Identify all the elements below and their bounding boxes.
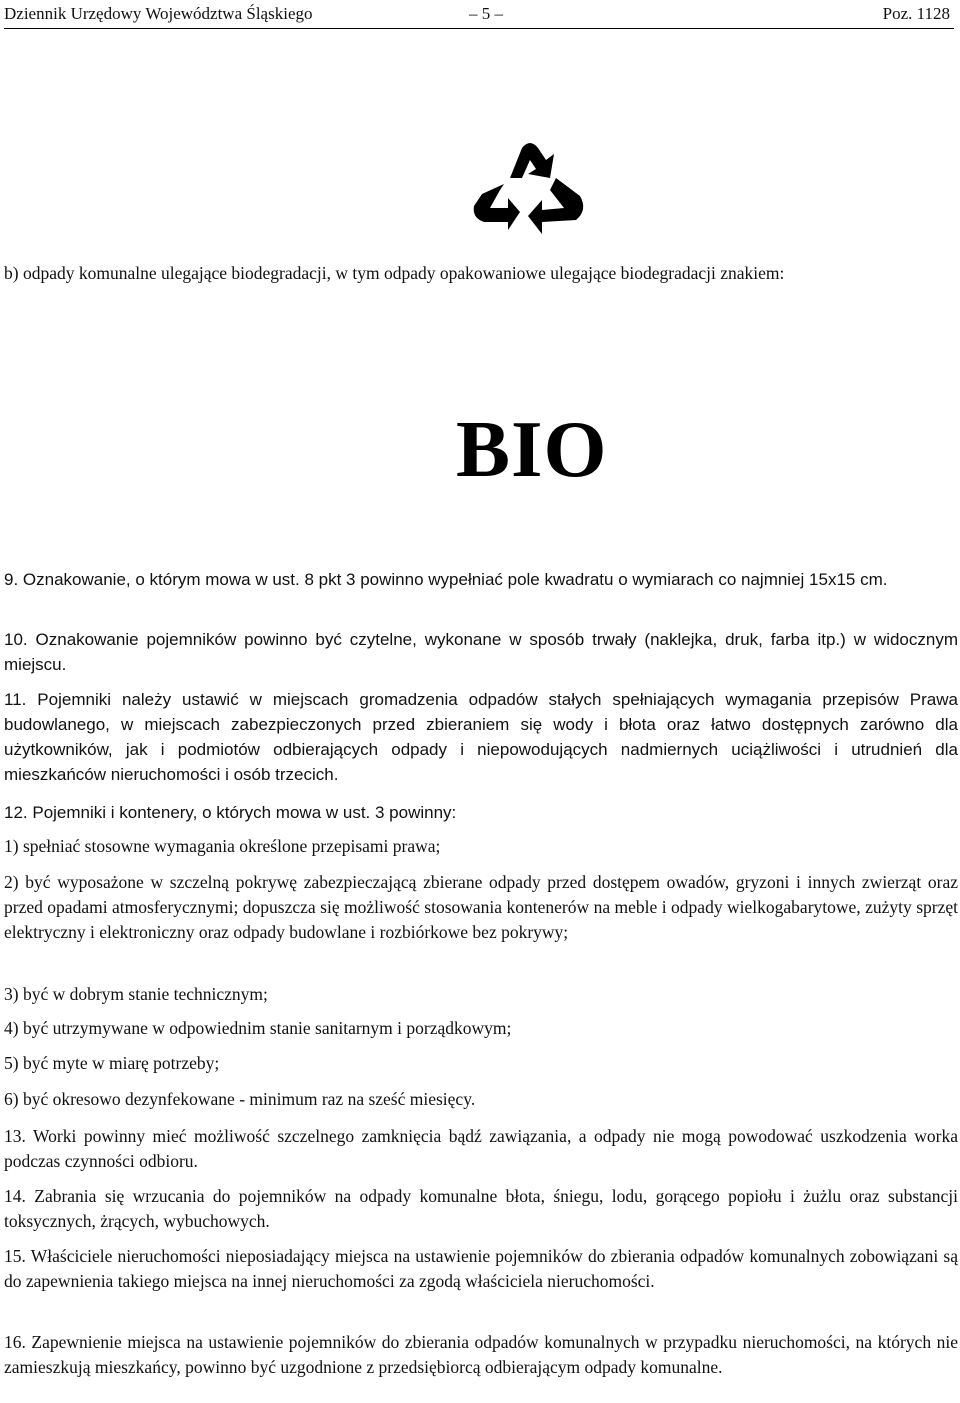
recycle-icon bbox=[472, 138, 588, 236]
page-number: – 5 – bbox=[469, 4, 503, 23]
paragraph-13: 13. Worki powinny mieć możliwość szczelnego zamknięcia bądź zawiązania, a odpady nie mogą powodować uszkodzenia worka podczas czynności odbioru. bbox=[4, 1126, 958, 1171]
paragraph-15: 15. Właściciele nieruchomości nieposiadający miejsca na ustawienie pojemników do zbierania odpadów komunalnych zobowiązani są do zapewnienia takiego miejsca na innej nieruchomości za zgodą właściciela nieruchomości. bbox=[4, 1246, 958, 1291]
paragraph-11: 11. Pojemniki należy ustawić w miejscach gromadzenia odpadów stałych spełniających wymagania przepisów Prawa budowlanego, w miejscach zabezpieczonych przed zbieraniem się wody i błota oraz łatwo dostępnych zarówno dla użytkowników, jak i podmiotów odbierających odpady i niepowodujących nadmiernych uciążliwości i utrudnień dla mieszkańców nieruchomości i osób trzecich. bbox=[4, 690, 958, 784]
paragraph-14: 14. Zabrania się wrzucania do pojemników na odpady komunalne błota, śniegu, lodu, gorącego popiołu i żużlu oraz substancji toksycznych, żrących, wybuchowych. bbox=[4, 1186, 958, 1231]
paragraph-9: 9. Oznakowanie, o którym mowa w ust. 8 pkt 3 powinno wypełniać pole kwadratu o wymiarach co najmniej 15x15 cm. bbox=[4, 570, 888, 589]
paragraph-12-item-5: 5) być myte w miarę potrzeby; bbox=[4, 1053, 220, 1073]
journal-title: Dziennik Urzędowy Województwa Śląskiego bbox=[4, 4, 313, 23]
bio-mark: BIO bbox=[456, 404, 608, 494]
paragraph-b: b) odpady komunalne ulegające biodegradacji, w tym odpady opakowaniowe ulegające biodegradacji znakiem: bbox=[4, 263, 785, 283]
paragraph-12-item-4: 4) być utrzymywane w odpowiednim stanie sanitarnym i porządkowym; bbox=[4, 1018, 512, 1038]
paragraph-12-item-6: 6) być okresowo dezynfekowane - minimum raz na sześć miesięcy. bbox=[4, 1089, 476, 1109]
paragraph-12: 12. Pojemniki i kontenery, o których mowa w ust. 3 powinny: bbox=[4, 803, 457, 822]
paragraph-10: 10. Oznakowanie pojemników powinno być czytelne, wykonane w sposób trwały (naklejka, druk, farba itp.) w widocznym miejscu. bbox=[4, 630, 958, 674]
page-header bbox=[4, 0, 954, 29]
paragraph-16: 16. Zapewnienie miejsca na ustawienie pojemników do zbierania odpadów komunalnych w przypadku nieruchomości, na których nie zamieszkują mieszkańcy, powinno być uzgodnione z przedsiębiorcą odbierającym odpady komunalne. bbox=[4, 1332, 958, 1377]
paragraph-12-item-2: 2) być wyposażone w szczelną pokrywę zabezpieczającą zbierane odpady przed dostępem owadów, gryzoni i innych zwierząt oraz przed opadami atmosferycznymi; dopuszcza się możliwość stosowania kontenerów na meble i odpady wielkogabarytowe, zużyty sprzęt elektryczny i elektroniczny oraz odpady budowlane i rozbiórkowe bez pokrywy; bbox=[4, 872, 958, 942]
position-number: Poz. 1128 bbox=[882, 4, 950, 23]
paragraph-12-item-3: 3) być w dobrym stanie technicznym; bbox=[4, 984, 268, 1004]
paragraph-12-item-1: 1) spełniać stosowne wymagania określone przepisami prawa; bbox=[4, 836, 441, 856]
